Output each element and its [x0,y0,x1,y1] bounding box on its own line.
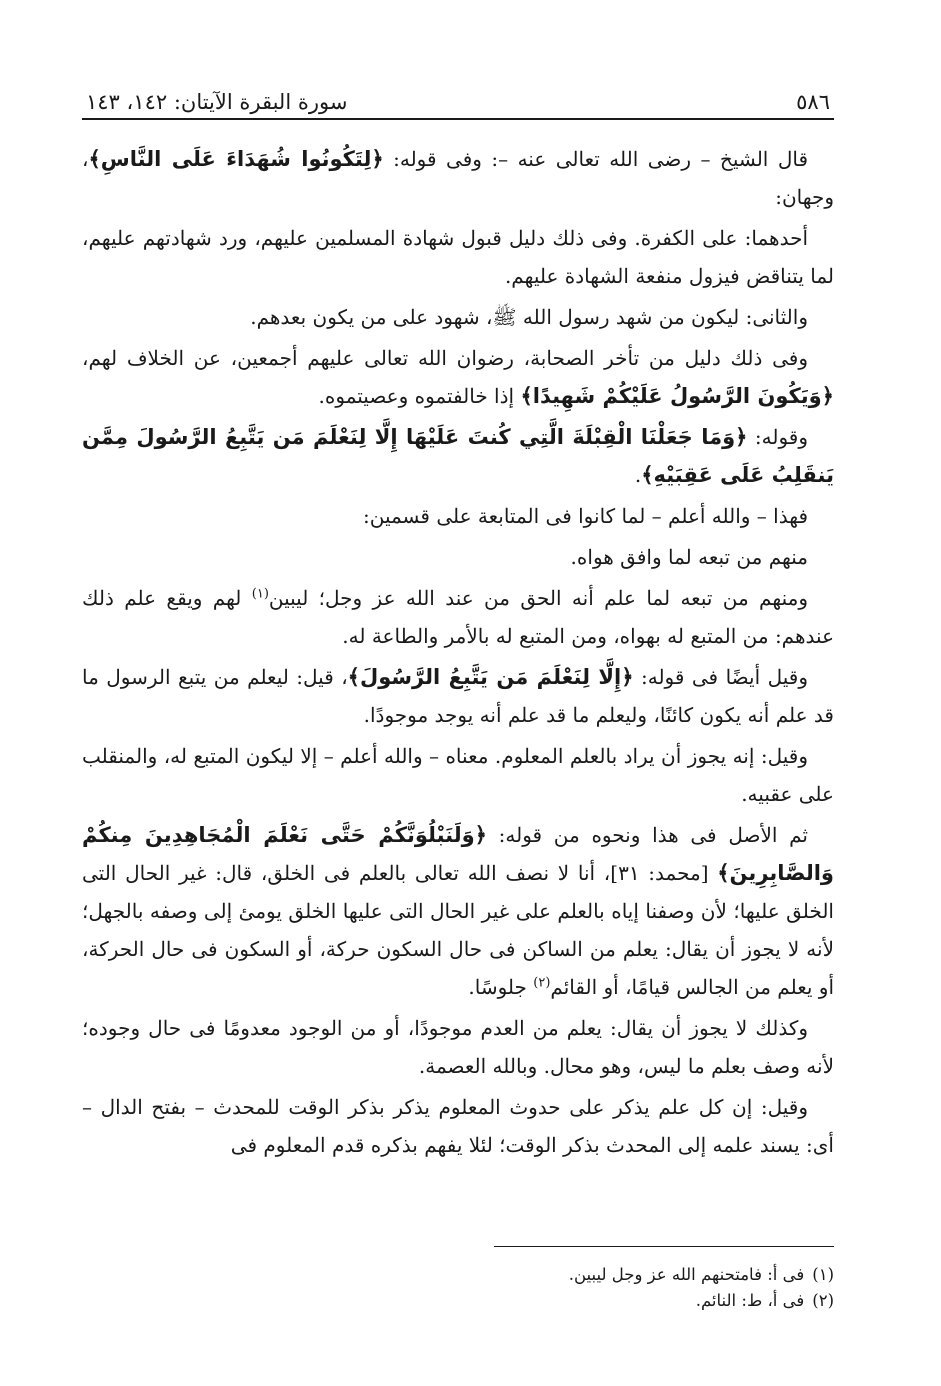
paragraph [82,1088,834,1164]
paragraph-text: وفى ذلك دليل من تأخر الصحابة، رضوان الله تعالى عليهم أجمعين، عن الخلاف لهم، [82,346,808,370]
paragraph-text: جلوسًا. [468,975,534,999]
paragraph [82,339,834,415]
quran-verse: ﴿وَيَكُونَ الرَّسُولُ عَلَيْكُمْ شَهِيدًا﴾ [520,384,834,408]
footnote-rule [494,1246,834,1247]
paragraph [82,658,834,734]
paragraph [82,1009,834,1085]
body-text [82,140,834,1164]
paragraph-text: وكذلك لا يجوز أن يقال: يعلم من العدم موجودًا، أو من الوجود معدومًا فى حال وجوده؛ لأنه وصف بعلم ما ليس، وهو محال. وبالله العصمة. [82,1016,834,1078]
paragraph [82,497,834,535]
paragraph-text: ، وجهان: [82,147,834,209]
footnote-number: (٢) [812,1291,834,1310]
paragraph [82,816,834,1006]
paragraph-text: ثم الأصل فى هذا ونحوه من قوله: [486,823,808,847]
paragraph-text: وقيل: إنه يجوز أن يراد بالعلم المعلوم. معناه – والله أعلم – إلا ليكون المتبع له، والمنقلب على عقبيه. [82,744,834,806]
paragraph-text: [محمد: ٣١]، أنا لا نصف الله تعالى بالعلم فى الخلق، قال: غير الحال التى الخلق عليها؛ لأن وصفنا إياه بالعلم على غير الحال التى عليها الخلق يومئ إلى وصفه بالجهل؛ لأنه لا يجوز أن يقال: يعلم من الساكن فى حال السكون حركة، أو السكون فى حال الحركة، أو يعلم من الجالس قيامًا، أو القائم [82,861,834,999]
footnote-number: (١) [812,1265,834,1284]
paragraph-text: والثانى: ليكون من شهد رسول الله ﷺ، شهود على من يكون بعدهم. [250,305,808,329]
footnotes [82,1262,834,1314]
paragraph-text: وقيل: إن كل علم يذكر على حدوث المعلوم يذكر بذكر الوقت للمحدث – بفتح الدال – أى: يسند علمه إلى المحدث بذكر الوقت؛ لئلا يفهم بذكره قدم المعلوم فى [82,1095,834,1157]
paragraph-text: وقيل أيضًا فى قوله: [633,665,808,689]
footnote-reference: (١) [251,586,269,602]
paragraph-text: ، قيل: ليعلم من يتبع الرسول ما قد علم أنه يكون كائنًا، وليعلم ما قد علم أنه يوجد موجودًا. [82,665,834,727]
running-title: سورة البقرة الآيتان: ١٤٢، ١٤٣ [86,90,348,114]
page-number: ٥٨٦ [796,90,830,114]
paragraph [82,298,834,336]
book-page [82,78,834,1348]
paragraph [82,737,834,813]
paragraph-text: . [634,463,642,487]
header-rule [82,118,834,120]
paragraph [82,579,834,655]
paragraph-text: لهم ويقع علم ذلك عندهم: من المتبع له بهواه، ومن المتبع له بالأمر والطاعة له. [82,586,834,648]
paragraph [82,418,834,494]
paragraph [82,538,834,576]
footnote [82,1262,834,1288]
paragraph-text: قال الشيخ – رضى الله تعالى عنه –: وفى قوله: [383,147,809,171]
quran-verse: ﴿لِتَكُونُوا شُهَدَاءَ عَلَى النَّاسِ﴾ [88,147,384,171]
paragraph-text: وقوله: [747,425,808,449]
footnote-text: فى أ: فامتحنهم الله عز وجل ليبين. [568,1265,805,1284]
footnote-text: فى أ، ط: النائم. [695,1291,805,1310]
paragraph-text: فهذا – والله أعلم – لما كانوا فى المتابعة على قسمين: [363,504,808,528]
running-header [82,78,834,114]
quran-verse: ﴿إِلَّا لِنَعْلَمَ مَن يَتَّبِعُ الرَّسُولَ﴾ [347,665,634,689]
quran-verse: ﴿وَمَا جَعَلْنَا الْقِبْلَةَ الَّتِي كُنتَ عَلَيْهَا إِلَّا لِنَعْلَمَ مَن يَتَّبِعُ الرَّسُولَ مِمَّن يَنقَلِبُ عَلَى عَقِبَيْهِ﴾ [82,425,834,487]
footnote-reference: (٢) [533,975,551,991]
paragraph-text: إذا خالفتموه وعصيتموه. [318,384,521,408]
paragraph-text: منهم من تبعه لما وافق هواه. [570,545,808,569]
quran-verse: ﴿وَلَنَبْلُوَنَّكُمْ حَتَّى نَعْلَمَ الْمُجَاهِدِينَ مِنكُمْ وَالصَّابِرِينَ﴾ [82,823,834,885]
paragraph [82,140,834,216]
paragraph-text: ومنهم من تبعه لما علم أنه الحق من عند الله عز وجل؛ ليبين [268,586,808,610]
paragraph-text: أحدهما: على الكفرة. وفى ذلك دليل قبول شهادة المسلمين عليهم، ورد شهادتهم عليهم، لما يتناقض فيزول منفعة الشهادة عليهم. [82,226,834,288]
paragraph [82,219,834,295]
footnote [82,1288,834,1314]
